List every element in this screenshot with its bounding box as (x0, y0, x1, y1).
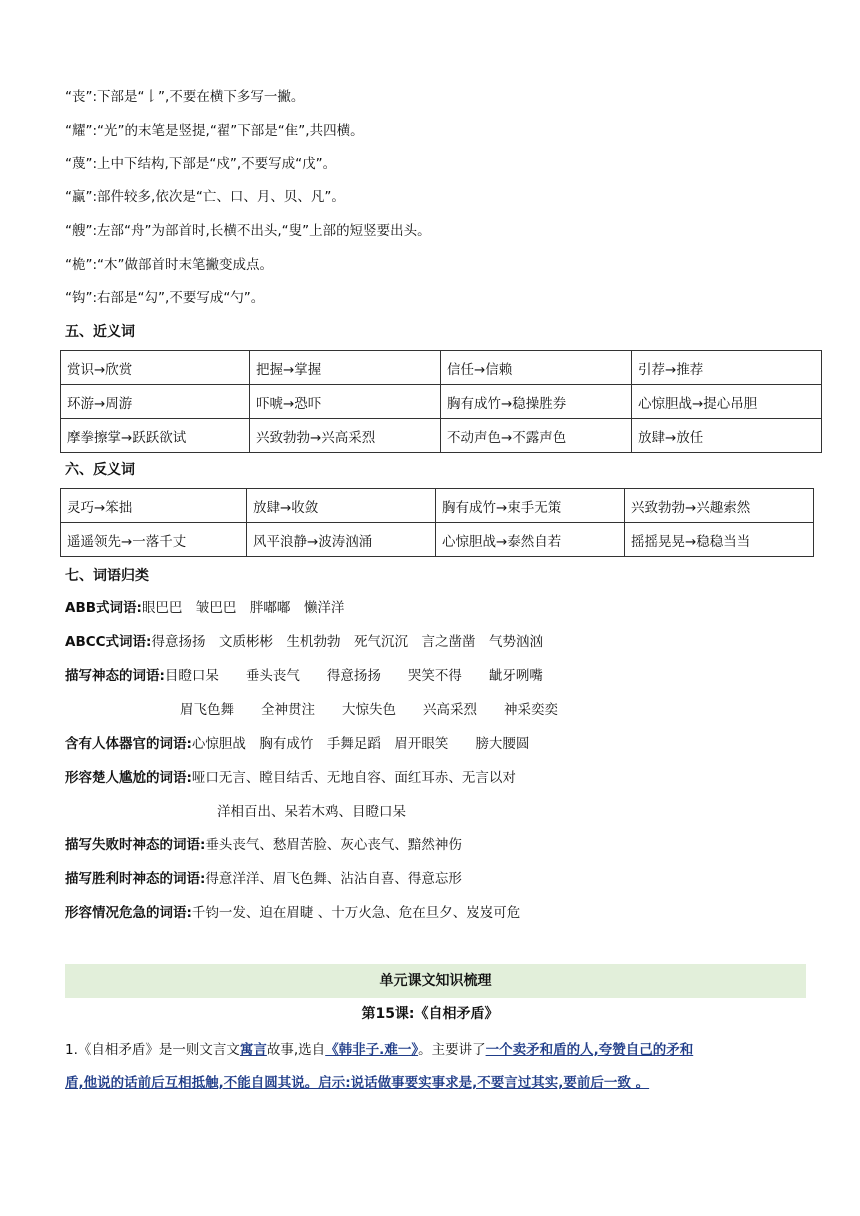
category-label: ABB式词语: (65, 600, 142, 616)
category-failure (65, 835, 462, 855)
table-row (61, 489, 814, 523)
lesson-title: 第15课:《自相矛盾》 (361, 1006, 499, 1022)
synonyms-heading: 五、近义词 (65, 324, 135, 340)
category-label: 形容情况危急的词语: (65, 905, 192, 921)
table-cell: 放肆→收敛 (247, 489, 436, 523)
category-words: 垂头丧气、愁眉苦脸、灰心丧气、黯然神伤 (205, 837, 462, 853)
paragraph-text: 故事,选自 (266, 1042, 326, 1058)
table-cell: 环游→周游 (61, 385, 250, 419)
category-victory (65, 869, 462, 889)
table-cell: 胸有成竹→束手无策 (436, 489, 625, 523)
category-words: 哑口无言、瞠目结舌、无地自容、面红耳赤、无言以对 (191, 770, 516, 786)
category-expression (65, 666, 543, 686)
category-words-continued: 洋相百出、呆若木鸡、目瞪口呆 (217, 804, 406, 820)
table-cell: 把握→掌握 (250, 351, 441, 385)
category-label: 描写神态的词语: (65, 668, 165, 684)
table-cell: 赏识→欣赏 (61, 351, 250, 385)
table-cell: 兴致勃勃→兴趣索然 (625, 489, 814, 523)
table-row (61, 351, 822, 385)
answer-blank: 盾,他说的话前后互相抵触,不能自圆其说。启示:说话做事要实事求是,不要言过其实,要前后一致 。 (65, 1075, 650, 1091)
note-line: “赢”:部件较多,依次是“亡、口、月、贝、凡”。 (65, 189, 345, 205)
category-label: 含有人体器官的词语: (65, 736, 192, 752)
table-row (61, 523, 814, 557)
category-words: 得意洋洋、眉飞色舞、沾沾自喜、得意忘形 (205, 871, 462, 887)
category-label: 描写胜利时神态的词语: (65, 871, 206, 887)
category-words-continued: 眉飞色舞 全神贯注 大惊失色 兴高采烈 神采奕奕 (180, 702, 558, 718)
categories-heading: 七、词语归类 (65, 568, 149, 584)
paragraph-text: 1.《自相矛盾》是一则文言文 (65, 1042, 240, 1058)
answer-blank: 一个卖矛和盾的人,夸赞自己的矛和 (485, 1042, 694, 1058)
table-cell: 心惊胆战→提心吊胆 (632, 385, 822, 419)
category-organs (65, 734, 529, 754)
table-cell: 遥遥领先→一落千丈 (61, 523, 247, 557)
table-cell: 摩拳擦掌→跃跃欲试 (61, 419, 250, 453)
synonyms-table (60, 350, 822, 453)
category-danger (65, 903, 520, 923)
category-words: 目瞪口呆 垂头丧气 得意扬扬 哭笑不得 龇牙咧嘴 (164, 668, 543, 684)
table-cell: 摇摇晃晃→稳稳当当 (625, 523, 814, 557)
category-abcc (65, 632, 543, 652)
lesson-paragraph-continued (65, 1073, 810, 1093)
answer-blank: 寓言 (239, 1042, 267, 1058)
category-words: 千钧一发、迫在眉睫 、十万火急、危在旦夕、岌岌可危 (191, 905, 521, 921)
category-words: 眼巴巴 皱巴巴 胖嘟嘟 懒洋洋 (141, 600, 345, 616)
note-line: “桅”:“木”做部首时末笔撇变成点。 (65, 257, 274, 273)
category-label: 形容楚人尴尬的词语: (65, 770, 192, 786)
note-line: “丧”:下部是“𠄌”,不要在横下多写一撇。 (65, 89, 305, 105)
paragraph-text: 。主要讲了 (418, 1042, 486, 1058)
note-line: “耀”:“光”的末笔是竖提,“翟”下部是“隹”,共四横。 (65, 123, 364, 139)
category-words: 心惊胆战 胸有成竹 手舞足蹈 眉开眼笑 膀大腰圆 (191, 736, 530, 752)
table-row (61, 419, 822, 453)
note-line: “钩”:右部是“勾”,不要写成“勺”。 (65, 290, 265, 306)
table-cell: 放肆→放任 (632, 419, 822, 453)
table-cell: 风平浪静→波涛汹涌 (247, 523, 436, 557)
section-banner: 单元课文知识梳理 (65, 964, 806, 998)
category-words: 得意扬扬 文质彬彬 生机勃勃 死气沉沉 言之凿凿 气势汹汹 (151, 634, 543, 650)
table-cell: 引荐→推荐 (632, 351, 822, 385)
table-cell: 信任→信赖 (441, 351, 632, 385)
table-row (61, 385, 822, 419)
answer-blank: 《韩非子.难一》 (325, 1042, 419, 1058)
category-embarrassed (65, 768, 516, 788)
table-cell: 胸有成竹→稳操胜券 (441, 385, 632, 419)
category-label: ABCC式词语: (65, 634, 152, 650)
note-line: “艘”:左部“舟”为部首时,长横不出头,“叟”上部的短竖要出头。 (65, 223, 431, 239)
category-abb (65, 598, 344, 618)
note-line: “蔑”:上中下结构,下部是“戍”,不要写成“戊”。 (65, 156, 337, 172)
antonyms-heading: 六、反义词 (65, 462, 135, 478)
lesson-paragraph (65, 1040, 810, 1060)
table-cell: 心惊胆战→泰然自若 (436, 523, 625, 557)
table-cell: 兴致勃勃→兴高采烈 (250, 419, 441, 453)
table-cell: 灵巧→笨拙 (61, 489, 247, 523)
table-cell: 吓唬→恐吓 (250, 385, 441, 419)
antonyms-table (60, 488, 814, 557)
category-label: 描写失败时神态的词语: (65, 837, 206, 853)
table-cell: 不动声色→不露声色 (441, 419, 632, 453)
